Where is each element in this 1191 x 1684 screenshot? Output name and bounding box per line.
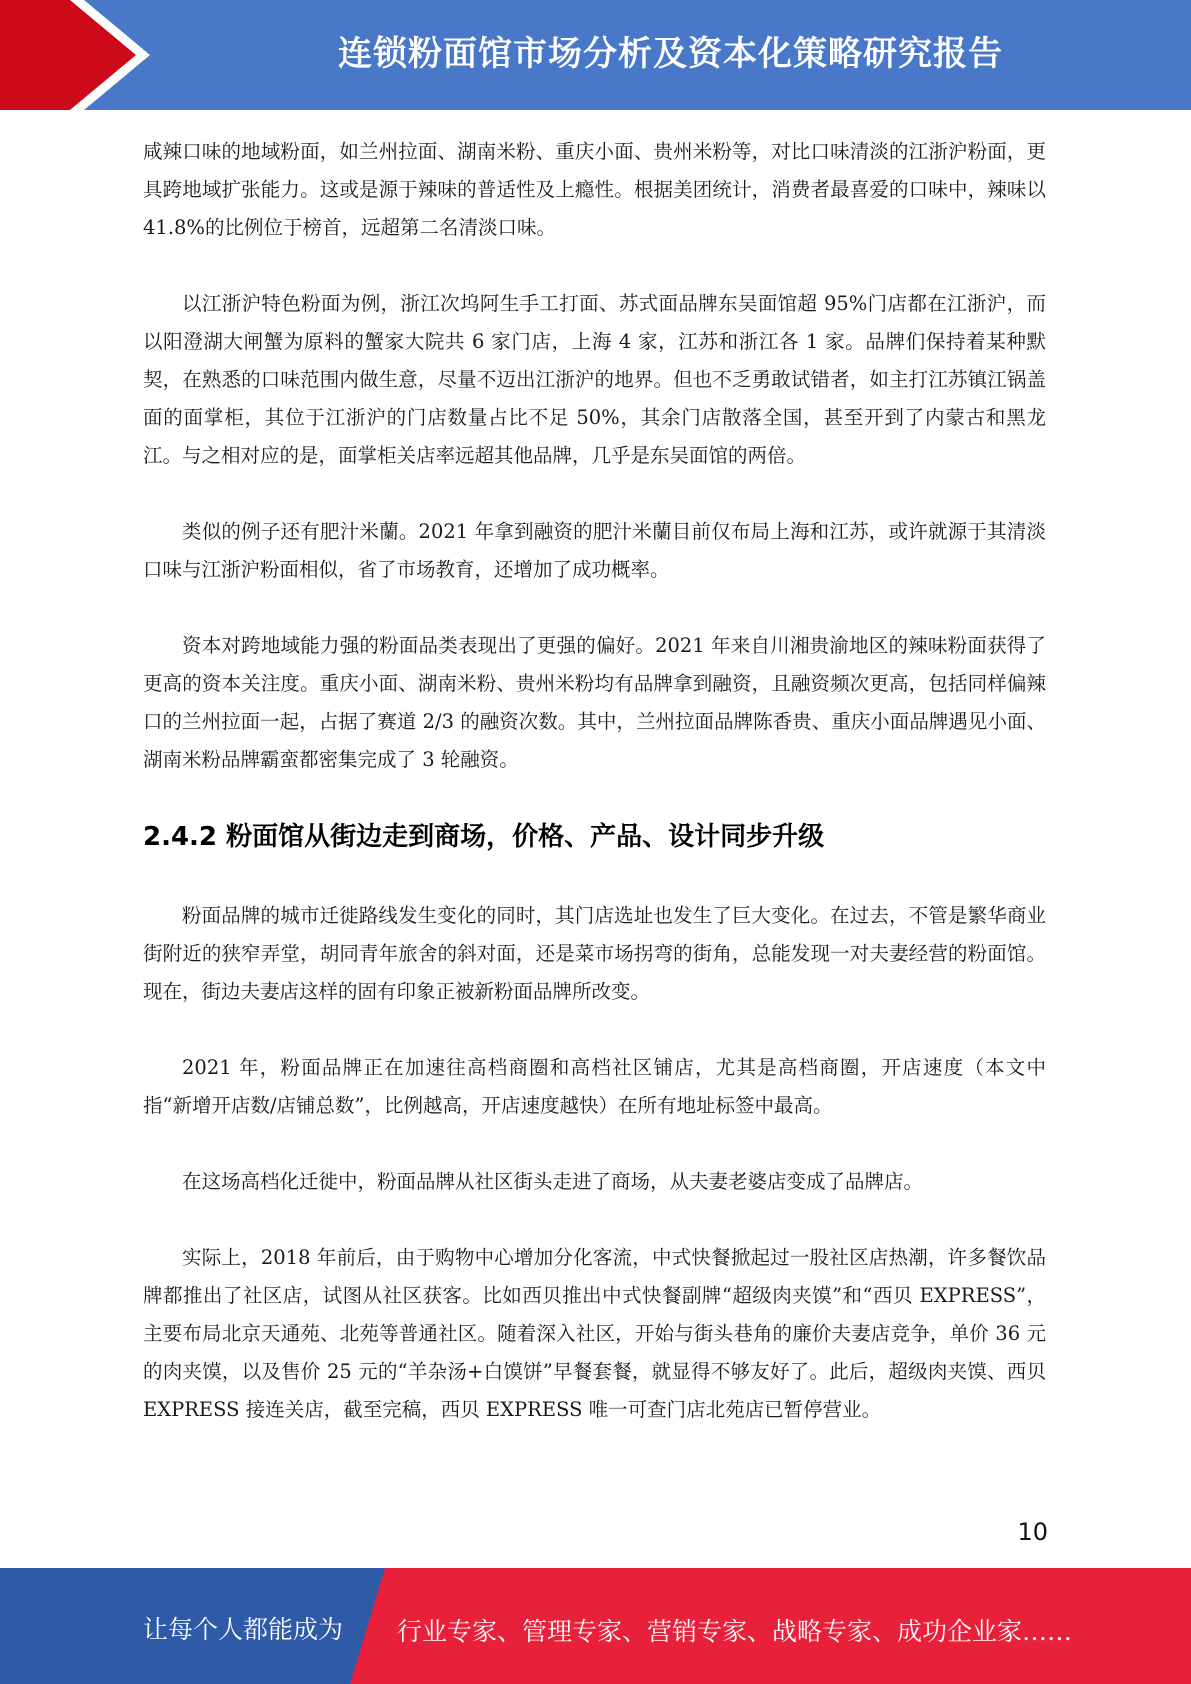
section-heading: 2.4.2 粉面馆从街边走到商场，价格、产品、设计同步升级: [143, 822, 825, 852]
header-arrow-icon: [0, 0, 160, 110]
report-title: 连锁粉面馆市场分析及资本化策略研究报告: [338, 34, 1003, 74]
paragraph-4: 资本对跨地域能力强的粉面品类表现出了更强的偏好。2021 年来自川湘贵渝地区的辣味粉面获得了更高的资本关注度。重庆小面、湖南米粉、贵州米粉均有品牌拿到融资，且融资频次更高，包括同样偏辣口的兰州拉面一起，占据了赛道 2/3 的融资次数。其中，兰州拉面品牌陈香贵、重庆小面品牌遇见小面、湖南米粉品牌霸蛮都密集完成了 3 轮融资。: [143, 634, 1046, 771]
footer-slogan-left: 让每个人都能成为: [143, 1615, 344, 1644]
paragraph-6: 2021 年，粉面品牌正在加速往高档商圈和高档社区铺店，尤其是高档商圈，开店速度（本文中指“新增开店数/店铺总数”，比例越高，开店速度越快）在所有地址标签中最高。: [143, 1056, 1046, 1117]
page-body: [143, 133, 1046, 1467]
page-footer: [0, 1568, 1191, 1684]
paragraph-8: 实际上，2018 年前后，由于购物中心增加分化客流，中式快餐掀起过一股社区店热潮，许多餐饮品牌都推出了社区店，试图从社区获客。比如西贝推出中式快餐副牌“超级肉夹馍”和“西贝 EXPRESS”，主要布局北京天通苑、北苑等普通社区。随着深入社区，开始与街头巷角的廉价夫妻店竞争，单价 36 元的肉夹馍，以及售价 25 元的“羊杂汤+白馍饼”早餐套餐，就显得不够友好了。此后，超级肉夹馍、西贝 EXPRESS 接连关店，截至完稿，西贝 EXPRESS 唯一可查门店北苑店已暂停营业。: [143, 1246, 1046, 1421]
paragraph-1: 咸辣口味的地域粉面，如兰州拉面、湖南米粉、重庆小面、贵州米粉等，对比口味清淡的江浙沪粉面，更具跨地域扩张能力。这或是源于辣味的普适性及上瘾性。根据美团统计，消费者最喜爱的口味中，辣味以 41.8%的比例位于榜首，远超第二名清淡口味。: [143, 140, 1046, 239]
page-number: 10: [1017, 1518, 1048, 1546]
paragraph-2: 以江浙沪特色粉面为例，浙江次坞阿生手工打面、苏式面品牌东吴面馆超 95%门店都在江浙沪，而以阳澄湖大闸蟹为原料的蟹家大院共 6 家门店，上海 4 家，江苏和浙江各 1 家。品牌们保持着某种默契，在熟悉的口味范围内做生意，尽量不迈出江浙沪的地界。但也不乏勇敢试错者，如主打江苏镇江锅盖面的面掌柜，其位于江浙沪的门店数量占比不足 50%，其余门店散落全国，甚至开到了内蒙古和黑龙江。与之相对应的是，面掌柜关店率远超其他品牌，几乎是东吴面馆的两倍。: [143, 292, 1046, 467]
page-header: [0, 0, 1191, 110]
paragraph-3: 类似的例子还有肥汁米蘭。2021 年拿到融资的肥汁米蘭目前仅布局上海和江苏，或许就源于其清淡口味与江浙沪粉面相似，省了市场教育，还增加了成功概率。: [143, 520, 1046, 581]
paragraph-7: 在这场高档化迁徙中，粉面品牌从社区街头走进了商场，从夫妻老婆店变成了品牌店。: [182, 1170, 924, 1193]
footer-slogan-right: 行业专家、管理专家、营销专家、战略专家、成功企业家……: [397, 1617, 1073, 1646]
paragraph-5: 粉面品牌的城市迁徙路线发生变化的同时，其门店选址也发生了巨大变化。在过去，不管是繁华商业街附近的狭窄弄堂，胡同青年旅舍的斜对面，还是菜市场拐弯的街角，总能发现一对夫妻经营的粉面馆。现在，街边夫妻店这样的固有印象正被新粉面品牌所改变。: [143, 904, 1046, 1003]
